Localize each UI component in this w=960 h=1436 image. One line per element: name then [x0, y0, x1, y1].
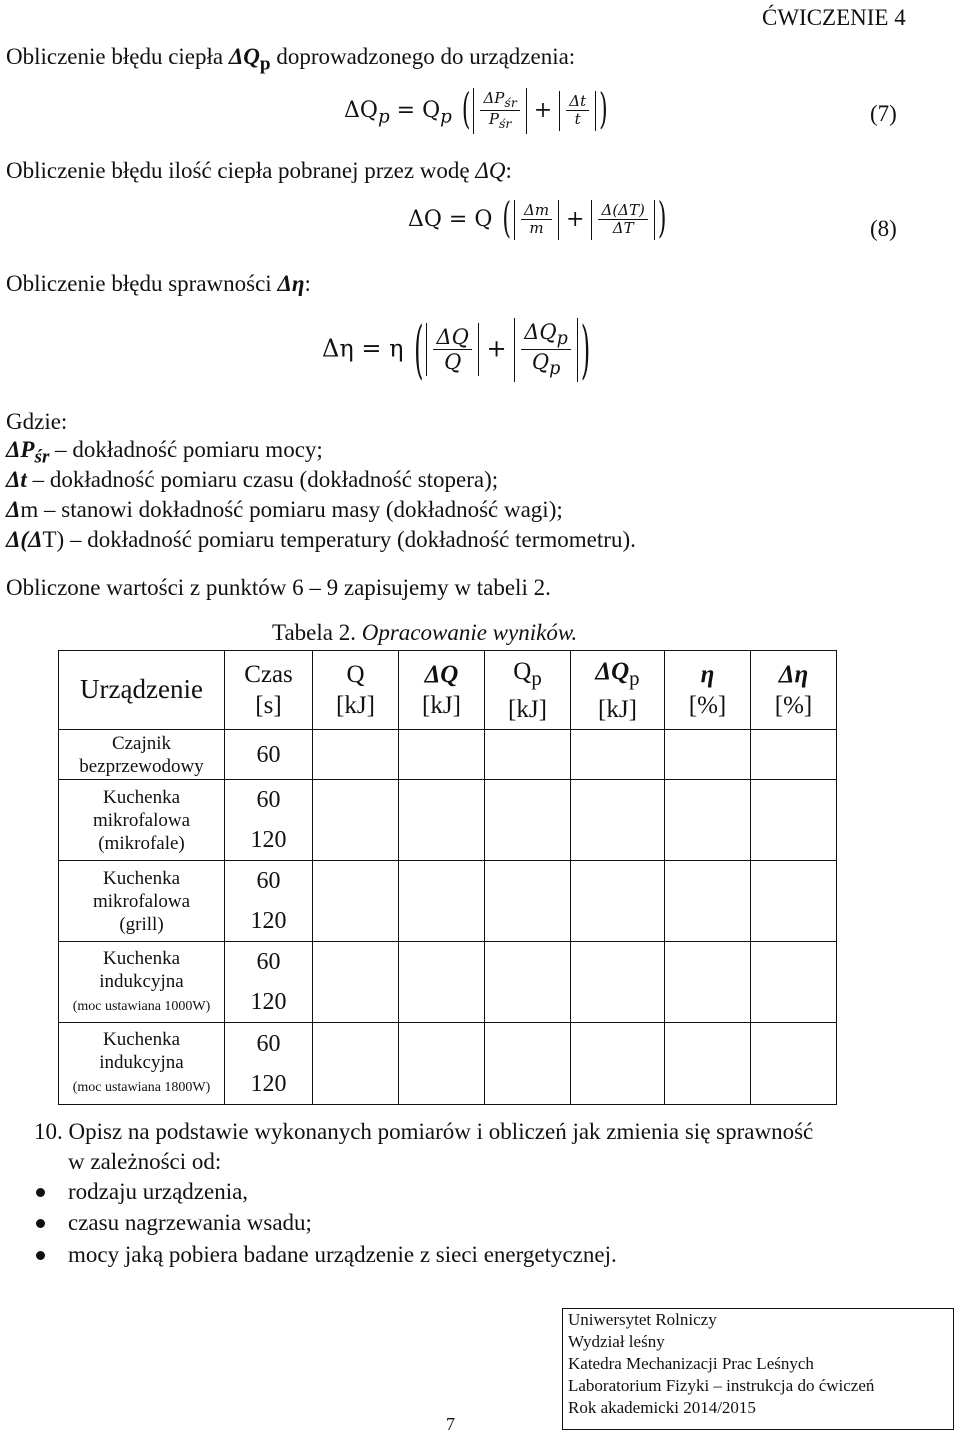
- table-row: [59, 1023, 837, 1105]
- header-dq: [399, 651, 485, 730]
- paren-left-icon: (: [414, 313, 424, 387]
- heading-symbol: ΔQ: [228, 44, 260, 69]
- eq-den: P: [488, 110, 499, 129]
- device-cell: [59, 730, 225, 780]
- header-label: ΔQ: [595, 657, 630, 685]
- time-value: 120: [250, 989, 287, 1015]
- empty-cell: [313, 1023, 399, 1105]
- legend-desc: T) – dokładność pomiaru temperatury (dokładność termometru).: [42, 527, 636, 552]
- device-line: mikrofalowa: [92, 809, 191, 831]
- device-line: (mikrofale): [98, 832, 185, 854]
- fraction: [598, 202, 647, 238]
- header-unit: [kJ]: [598, 695, 637, 723]
- time-value: 60: [256, 787, 281, 813]
- heading-symbol: ΔQ: [475, 158, 506, 183]
- table-row: [59, 780, 837, 861]
- eq-plus: +: [486, 334, 507, 363]
- empty-cell: [571, 780, 665, 861]
- legend-symbol-sub: śr: [34, 446, 50, 468]
- eq-den: Q: [531, 350, 550, 375]
- time-value: 60: [256, 868, 281, 894]
- table-header-row: [59, 651, 837, 730]
- equation-efficiency: [322, 313, 593, 387]
- table-row: [59, 942, 837, 1023]
- header-label: Q: [513, 657, 532, 685]
- table-row: [59, 861, 837, 942]
- header-sub: p: [629, 665, 640, 690]
- heading-symbol-sub: p: [259, 53, 271, 75]
- empty-cell: [571, 861, 665, 942]
- fraction: [566, 93, 589, 129]
- fraction: [521, 320, 571, 380]
- equation-number: (8): [870, 216, 897, 241]
- heading-text: :: [304, 271, 311, 296]
- header-label: Urządzenie: [80, 674, 203, 704]
- device-line: indukcyjna: [99, 970, 184, 992]
- task-bullet: mocy jaką pobiera badane urządzenie z sieci energetycznej.: [68, 1242, 617, 1267]
- heading-heat-supplied-error: [6, 43, 575, 79]
- eq-term: ΔQ: [344, 97, 378, 123]
- paren-left-icon: (: [461, 87, 471, 135]
- device-cell: [59, 780, 225, 861]
- footer-info-box: [562, 1308, 954, 1430]
- eq-term: Δη = η: [322, 334, 404, 363]
- abs-value: [473, 88, 526, 134]
- time-cell: [225, 861, 313, 942]
- caption-label: Tabela 2.: [272, 620, 362, 645]
- fraction: [480, 90, 519, 132]
- header-deta: [751, 651, 837, 730]
- device-cell: [59, 861, 225, 942]
- empty-cell: [751, 1023, 837, 1105]
- time-value: 120: [250, 827, 287, 853]
- device-line: Kuchenka: [102, 786, 181, 808]
- empty-cell: [399, 730, 485, 780]
- empty-cell: [485, 942, 571, 1023]
- heading-symbol: Δη: [277, 271, 305, 296]
- legend-item: [6, 526, 636, 554]
- time-cell: [225, 730, 313, 780]
- header-time: [225, 651, 313, 730]
- eq-sub: śr: [504, 95, 517, 110]
- header-unit: [%]: [774, 692, 813, 719]
- eq-num: Δm: [521, 202, 552, 220]
- table-caption: [272, 619, 577, 647]
- header-unit: [kJ]: [508, 695, 547, 723]
- eq-term: = Q: [396, 97, 441, 123]
- empty-cell: [751, 942, 837, 1023]
- eq-den: ΔT: [612, 219, 634, 238]
- legend-item: [6, 466, 498, 494]
- task-line: w zależności od:: [68, 1149, 222, 1174]
- footer-line: Wydział leśny: [568, 1332, 665, 1351]
- paren-right-icon: ): [599, 87, 608, 135]
- table-note: Obliczone wartości z punktów 6 – 9 zapisujemy w tabeli 2.: [6, 575, 551, 600]
- time-cell: [225, 942, 313, 1023]
- eq-num: ΔQ: [524, 320, 557, 344]
- abs-value: [591, 200, 654, 240]
- abs-value: [514, 200, 559, 240]
- paren-right-icon: ): [657, 196, 667, 244]
- empty-cell: [665, 780, 751, 861]
- time-value: 120: [250, 1070, 287, 1097]
- legend-desc: – dokładność pomiaru czasu (dokładność stopera);: [26, 467, 499, 492]
- device-line: (moc ustawiana 1800W): [72, 1080, 211, 1095]
- header-label: Czas: [244, 661, 293, 688]
- legend-symbol: Δ: [6, 497, 21, 522]
- bullet-icon: [36, 1251, 45, 1260]
- legend-symbol: Δt: [6, 467, 27, 492]
- paren-left-icon: (: [502, 196, 511, 244]
- heading-text: :: [505, 158, 512, 183]
- device-cell: [59, 1023, 225, 1105]
- header-unit: [%]: [688, 692, 727, 719]
- legend-item: [6, 496, 563, 524]
- heading-text: Obliczenie błędu ciepła: [6, 44, 229, 69]
- eq-den: t: [574, 110, 581, 129]
- empty-cell: [665, 861, 751, 942]
- header-unit: [s]: [255, 692, 282, 719]
- legend-desc: – dokładność pomiaru mocy;: [49, 437, 323, 462]
- abs-value: [559, 91, 596, 131]
- eq-den: m: [529, 219, 544, 238]
- equation-7: [344, 88, 611, 134]
- equation-number: (7): [870, 101, 897, 126]
- bullet-icon: [36, 1188, 45, 1197]
- legend-desc: m – stanowi dokładność pomiaru masy (dokładność wagi);: [20, 497, 563, 522]
- eq-sub: p: [440, 106, 452, 128]
- eq-num: ΔQ: [433, 325, 471, 350]
- eq-sub: p: [549, 359, 561, 380]
- task-line: 10. Opisz na podstawie wykonanych pomiarów i obliczeń jak zmienia się sprawność: [34, 1119, 814, 1144]
- task-bullet: czasu nagrzewania wsadu;: [68, 1210, 312, 1235]
- empty-cell: [571, 942, 665, 1023]
- header-label: Δη: [778, 661, 809, 688]
- header-device: [59, 651, 225, 730]
- fraction: [521, 202, 552, 238]
- device-line: (moc ustawiana 1000W): [72, 998, 211, 1014]
- legend-title: Gdzie:: [6, 409, 68, 434]
- time-value: 60: [256, 949, 281, 975]
- eq-num: Δt: [566, 93, 589, 111]
- eq-plus: +: [533, 97, 553, 123]
- header-qp: [485, 651, 571, 730]
- abs-value: [426, 323, 478, 376]
- empty-cell: [751, 730, 837, 780]
- header-sub: p: [531, 665, 542, 690]
- heading-text: Obliczenie błędu ilość ciepła pobranej przez wodę: [6, 158, 476, 183]
- header-label: ΔQ: [424, 661, 459, 688]
- paren-right-icon: ): [580, 313, 591, 387]
- device-line: Kuchenka: [102, 947, 181, 969]
- heading-efficiency-error: [6, 270, 311, 298]
- header-unit: [kJ]: [336, 692, 375, 719]
- empty-cell: [751, 780, 837, 861]
- device-line: mikrofalowa: [92, 890, 191, 912]
- caption-title: Opracowanie wyników.: [361, 620, 578, 645]
- footer-line: Uniwersytet Rolniczy: [568, 1310, 717, 1329]
- device-line: Kuchenka: [102, 1029, 181, 1050]
- device-cell: [59, 942, 225, 1023]
- empty-cell: [485, 1023, 571, 1105]
- empty-cell: [485, 861, 571, 942]
- heading-text: Obliczenie błędu sprawności: [6, 271, 278, 296]
- empty-cell: [313, 861, 399, 942]
- table-row: [59, 730, 837, 780]
- time-cell: [225, 1023, 313, 1105]
- eq-term: ΔQ = Q: [408, 206, 493, 232]
- page-number: 7: [446, 1414, 455, 1434]
- fraction: [433, 325, 471, 374]
- heading-text: doprowadzonego do urządzenia:: [270, 44, 576, 69]
- device-line: (grill): [119, 913, 164, 935]
- footer-line: Rok akademicki 2014/2015: [568, 1398, 756, 1417]
- eq-sub: śr: [498, 116, 512, 132]
- header-label: η: [700, 661, 715, 688]
- empty-cell: [571, 1023, 665, 1105]
- device-line: bezprzewodowy: [79, 755, 204, 777]
- header-label: Q: [346, 661, 365, 688]
- device-line: Kuchenka: [102, 867, 181, 889]
- empty-cell: [665, 942, 751, 1023]
- empty-cell: [571, 730, 665, 780]
- empty-cell: [665, 1023, 751, 1105]
- empty-cell: [399, 780, 485, 861]
- eq-num: Δ(ΔT): [598, 202, 647, 220]
- time-value: 60: [256, 741, 281, 768]
- header-q: [313, 651, 399, 730]
- empty-cell: [751, 861, 837, 942]
- empty-cell: [313, 730, 399, 780]
- eq-sub: p: [556, 329, 568, 350]
- footer-line: Laboratorium Fizyki – instrukcja do ćwiczeń: [568, 1376, 875, 1395]
- device-line: Czajnik: [111, 732, 172, 754]
- eq-plus: +: [566, 206, 585, 232]
- legend-symbol: Δ(Δ: [6, 527, 43, 552]
- eq-sub: p: [377, 106, 390, 128]
- footer-line: Katedra Mechanizacji Prac Leśnych: [568, 1354, 814, 1373]
- header-dqp: [571, 651, 665, 730]
- empty-cell: [399, 861, 485, 942]
- empty-cell: [313, 942, 399, 1023]
- time-value: 120: [250, 908, 287, 934]
- eq-num: ΔP: [483, 89, 505, 107]
- abs-value: [514, 318, 578, 382]
- empty-cell: [665, 730, 751, 780]
- empty-cell: [485, 780, 571, 861]
- results-table: [58, 650, 837, 1105]
- heading-water-heat-error: [6, 157, 512, 185]
- header-unit: [kJ]: [422, 692, 461, 719]
- empty-cell: [313, 780, 399, 861]
- exercise-label: ĆWICZENIE 4: [762, 5, 906, 30]
- equation-8: [408, 196, 669, 244]
- time-value: 60: [256, 1030, 281, 1057]
- eq-den: Q: [444, 350, 462, 375]
- empty-cell: [399, 942, 485, 1023]
- bullet-icon: [36, 1219, 45, 1228]
- device-line: indukcyjna: [99, 1052, 184, 1073]
- legend-symbol: ΔP: [6, 437, 35, 462]
- empty-cell: [399, 1023, 485, 1105]
- header-eta: [665, 651, 751, 730]
- time-cell: [225, 780, 313, 861]
- task-bullet: rodzaju urządzenia,: [68, 1179, 249, 1204]
- empty-cell: [485, 730, 571, 780]
